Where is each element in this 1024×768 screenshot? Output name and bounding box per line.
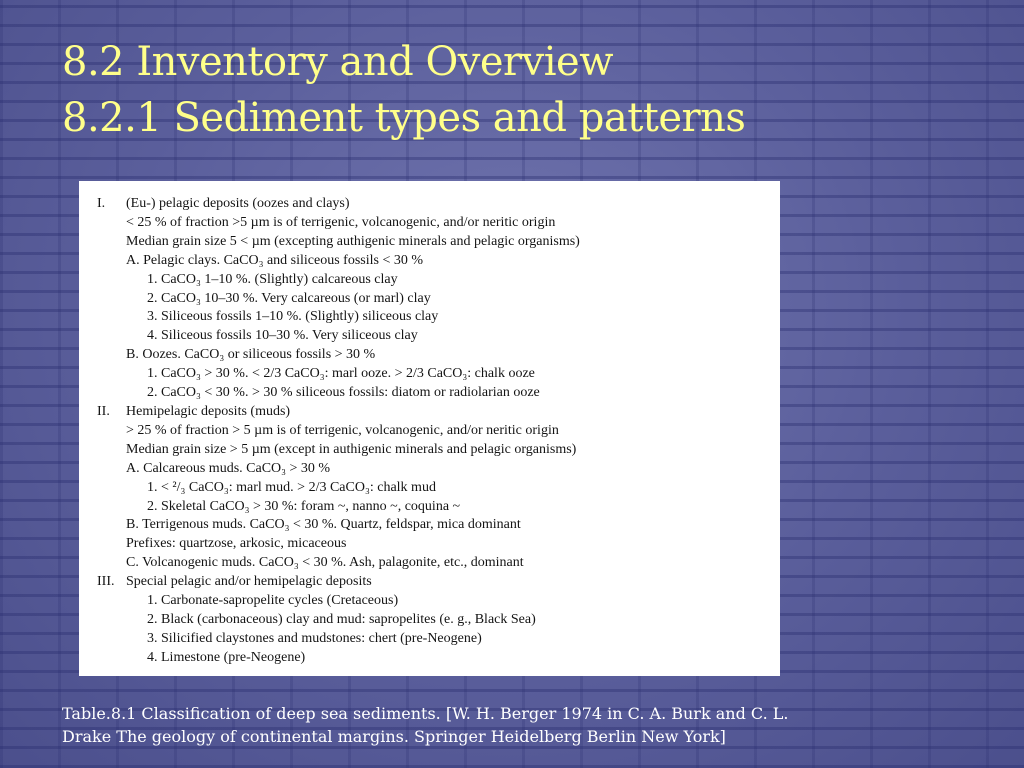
table-row — [97, 460, 780, 479]
table-row — [97, 611, 780, 630]
row-numeral: I. — [97, 196, 106, 211]
row-text: Prefixes: quartzose, arkosic, micaceous — [126, 536, 347, 552]
table-row — [97, 365, 780, 384]
table-row — [97, 346, 780, 365]
slide-title-line-1: 8.2 Inventory and Overview — [62, 39, 613, 85]
row-text: 2. Black (carbonaceous) clay and mud: sapropelites (e. g., Black Sea) — [147, 611, 536, 627]
row-text: B. Terrigenous muds. CaCO₃ < 30 %. Quartz, feldspar, mica dominant — [126, 517, 521, 533]
table-row — [97, 252, 780, 271]
row-text: Median grain size 5 < µm (excepting authigenic minerals and pelagic organisms) — [126, 233, 580, 249]
row-text: 2. Skeletal CaCO₃ > 30 %: foram ~, nanno ~, coquina ~ — [147, 498, 461, 514]
table-row — [97, 327, 780, 346]
table-row — [97, 214, 780, 233]
row-text: A. Calcareous muds. CaCO₃ > 30 % — [126, 460, 331, 476]
table-row — [97, 649, 780, 668]
table-row — [97, 516, 780, 535]
row-text: > 25 % of fraction > 5 µm is of terrigenic, volcanogenic, and/or neritic origin — [126, 422, 559, 438]
caption-line-2: Drake The geology of continental margins. Springer Heidelberg Berlin New York] — [62, 727, 726, 746]
row-text: 3. Silicified claystones and mudstones: chert (pre-Neogene) — [147, 630, 482, 646]
row-numeral: II. — [97, 403, 110, 419]
row-text: B. Oozes. CaCO₃ or siliceous fossils > 30 % — [126, 347, 376, 363]
row-text: 4. Siliceous fossils 10–30 %. Very siliceous clay — [147, 328, 418, 344]
row-text: 1. Carbonate-sapropelite cycles (Cretaceous) — [147, 593, 399, 609]
row-text: 1. < ²/₃ CaCO₃: marl mud. > 2/3 CaCO₃: chalk mud — [147, 479, 436, 495]
table-row — [97, 554, 780, 573]
table-row — [97, 479, 780, 498]
table-row — [97, 290, 780, 309]
row-text: 2. CaCO₃ < 30 %. > 30 % siliceous fossils: diatom or radiolarian ooze — [147, 385, 540, 401]
table-row — [97, 498, 780, 517]
row-text: Hemipelagic deposits (muds) — [126, 403, 291, 419]
row-text: 1. CaCO₃ > 30 %. < 2/3 CaCO₃: marl ooze. > 2/3 CaCO₃: chalk ooze — [147, 366, 535, 382]
table-row — [97, 403, 780, 422]
table-row — [97, 573, 780, 592]
row-text: 3. Siliceous fossils 1–10 %. (Slightly) siliceous clay — [147, 309, 439, 325]
row-text: < 25 % of fraction >5 µm is of terrigenic, volcanogenic, and/or neritic origin — [126, 214, 556, 230]
table-caption — [62, 702, 982, 748]
table-row — [97, 271, 780, 290]
table-row — [97, 441, 780, 460]
row-text: Special pelagic and/or hemipelagic deposits — [126, 574, 372, 590]
table-row — [97, 384, 780, 403]
row-text: 1. CaCO₃ 1–10 %. (Slightly) calcareous clay — [147, 271, 398, 287]
table-row — [97, 308, 780, 327]
row-text: C. Volcanogenic muds. CaCO₃ < 30 %. Ash, palagonite, etc., dominant — [126, 555, 524, 571]
row-text: 2. CaCO₃ 10–30 %. Very calcareous (or marl) clay — [147, 290, 431, 306]
row-text: Median grain size > 5 µm (except in authigenic minerals and pelagic organisms) — [126, 441, 577, 457]
row-numeral: III. — [97, 574, 115, 590]
row-text: (Eu-) pelagic deposits (oozes and clays) — [126, 196, 350, 211]
table-row — [97, 195, 780, 214]
table-row — [97, 233, 780, 252]
table-row — [97, 535, 780, 554]
row-text: A. Pelagic clays. CaCO₃ and siliceous fossils < 30 % — [126, 252, 424, 268]
slide-title — [62, 34, 745, 146]
table-row — [97, 422, 780, 441]
table-row — [97, 630, 780, 649]
table-row — [97, 592, 780, 611]
caption-line-1: Table.8.1 Classification of deep sea sediments. [W. H. Berger 1974 in C. A. Burk and C. L. — [62, 704, 789, 723]
slide-title-line-2: 8.2.1 Sediment types and patterns — [62, 95, 746, 141]
classification-table-image — [79, 181, 780, 676]
row-text: 4. Limestone (pre-Neogene) — [147, 649, 306, 665]
